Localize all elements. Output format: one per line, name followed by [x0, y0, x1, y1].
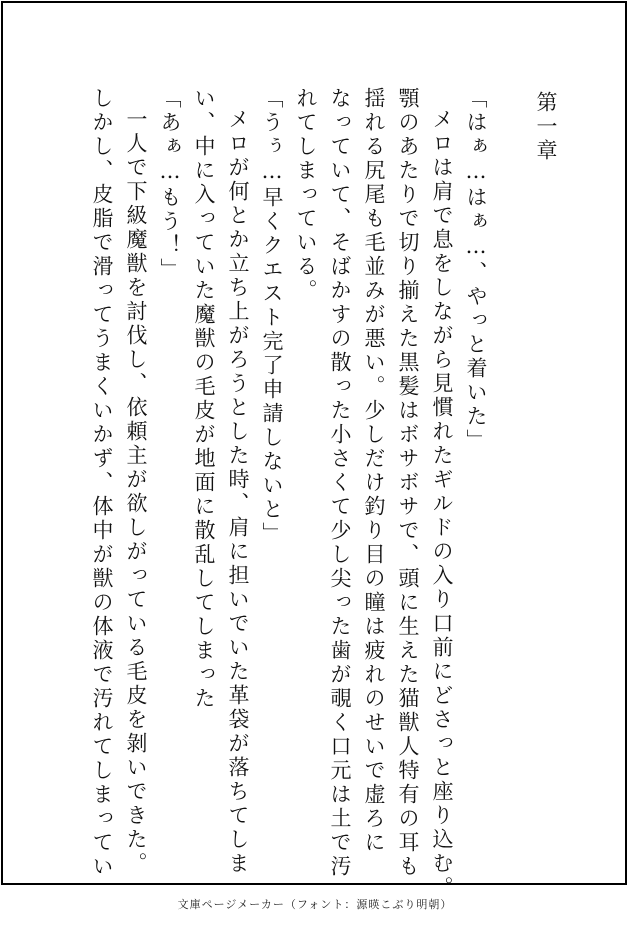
text-line: 揺れる尻尾も毛並みが悪い。少しだけ釣り目の瞳は疲れのせいで虚ろに [362, 87, 386, 855]
text-line: い、中に入っていた魔獣の毛皮が地面に散乱してしまった [192, 87, 216, 711]
page-frame [1, 1, 627, 900]
text-line: メロは肩で息をしながら見慣れたギルドの入り口前にどさっと座り込む。 [430, 108, 454, 900]
footer-caption: 文庫ページメーカー（フォント：源暎こぶり明朝） [177, 898, 453, 911]
text-line: 顎のあたりで切り揃えた黒髪はボサボサで、頭に生えた猫獣人特有の耳も [396, 87, 420, 879]
text-line: れてしまっている。 [294, 87, 318, 303]
text-line: 「はぁ…はぁ…、やっと着いた」 [464, 87, 488, 453]
text-line: 一人で下級魔獣を討伐し、依頼主が欲しがっている毛皮を剝いできた。 [124, 108, 148, 876]
text-line: メロが何とか立ち上がろうとした時、肩に担いでいた革袋が落ちてしま [226, 108, 250, 876]
text-line: 「うぅ…早くクエスト完了申請しないと」 [260, 87, 284, 546]
text-line: 「あぁ…もう！」 [158, 87, 182, 282]
text-line: しかし、皮脂で滑ってうまくいかず、体中が獣の体液で汚れてしまってい [90, 87, 114, 879]
chapter-title: 第一章 [534, 91, 558, 163]
text-line: なっていて、そばかすの散った小さくて少し尖った歯が覗く口元は土で汚 [328, 87, 352, 879]
